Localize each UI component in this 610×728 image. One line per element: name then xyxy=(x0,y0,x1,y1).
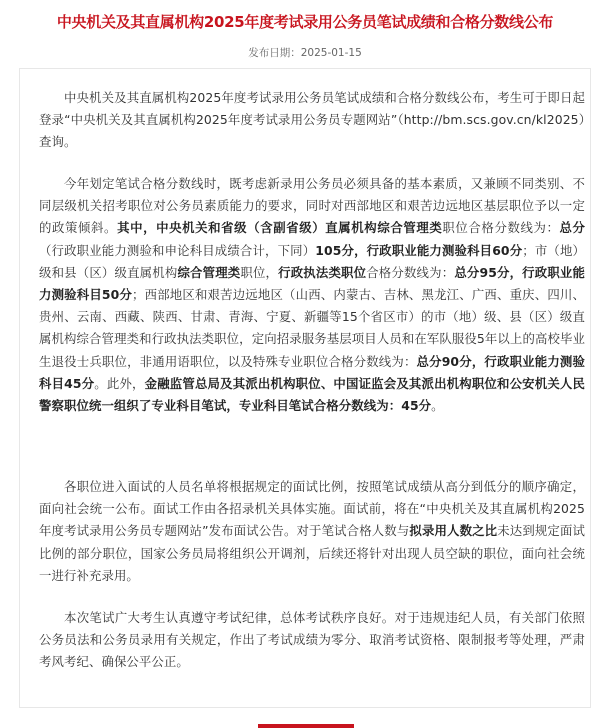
bold-central-agencies: 其中，中央机关和省级（含副省级）直属机构综合管理类 xyxy=(117,220,443,236)
paragraph-2-text-c: 职位合格分数线为： xyxy=(442,220,560,236)
paragraph-2-intro: 今年划定笔试合格分数线时，既考虑新录用公务员必须具备的基本素质，又兼顾不同类别、不同层级机关招考职位对公务员素质能力的要求，同时对西部地区和艰苦边远地区基层职位予以一定的政策倾斜。 xyxy=(39,176,585,236)
bold-score-90: 总分90分，行政职业能力测验科目45分 xyxy=(39,353,585,391)
paragraph-3-text-a: 各职位进入面试的人员名单将根据规定的面试比例，按照笔试成绩从高分到低分的顺序确定，面向社会统一公布。面试工作由各招录机关具体实施。面试前，将在“中央机关及其直属机构2025年度考试录用公务员专题网站”发布面试公告。对于笔试合格人数与 xyxy=(39,479,585,539)
paragraph-4: 本次笔试广大考生认真遵守考试纪律，总体考试秩序良好。对于违规违纪人员，有关部门依照公务员法和公务员录用有关规定，作出了考试成绩为零分、取消考试资格、限制报考等处理，严肃考风考纪、确保公平公正。 xyxy=(39,610,585,670)
paragraph-2-text-i: 。此外， xyxy=(94,375,145,391)
paragraph-2-text-h: ；西部地区和艰苦边远地区（山西、内蒙古、吉林、黑龙江、广西、重庆、四川、贵州、云南、西藏、陕西、甘肃、青海、宁夏、新疆等15个省区市）的市（地）级、县（区）级直属机构综合管理类和行政执法类职位，定向招录服务基层项目人员和在军队服役5年以上的高校毕业生退役士兵职位，非通用语职位，以及特殊专业职位合格分数线为： xyxy=(39,287,585,369)
bottom-accent-bar xyxy=(258,724,354,728)
paragraph-2-text-g: 合格分数线为： xyxy=(366,264,455,280)
paragraph-2-text-f: 职位， xyxy=(240,264,279,280)
bold-general-management: 综合管理类 xyxy=(177,264,241,280)
bold-law-enforcement: 行政执法类职位 xyxy=(278,264,367,280)
paragraph-2 xyxy=(39,173,585,417)
paragraph-2-text-d: （行政职业能力测验和申论科目成绩合计，下同） xyxy=(39,242,316,258)
bold-score-45: 45分 xyxy=(401,398,432,414)
article-title: 中央机关及其直属机构2025年度考试录用公务员笔试成绩和合格分数线公布 xyxy=(56,13,554,31)
paragraph-3 xyxy=(39,476,585,587)
publish-date: 发布日期：2025-01-15 xyxy=(248,47,362,59)
paragraph-3-text-c: 未达到规定面试比例的部分职位，国家公务员局将组织公开调剂，后续还将针对出现人员空缺的职位，面向社会统一进行补充录用。 xyxy=(39,523,586,583)
bold-score-95: 总分95分，行政职业能力测验科目50分 xyxy=(39,264,586,303)
paragraph-1: 中央机关及其直属机构2025年度考试录用公务员笔试成绩和合格分数线公布，考生可于即日起登录“中央机关及其直属机构2025年度考试录用公务员专题网站”（http://bm.scs.gov.cn/kl2025）查询。 xyxy=(39,90,585,150)
bold-ratio: 拟录用人数之比 xyxy=(409,523,498,539)
bold-score-105: 105分，行政职业能力测验科目60分 xyxy=(315,242,523,258)
bold-total-label: 总分 xyxy=(559,220,586,236)
paragraph-2-text-e: ；市（地）级和县（区）级直属机构 xyxy=(39,242,586,280)
bold-professional-exam: 金融监管总局及其派出机构职位、中国证监会及其派出机构职位和公安机关人民警察职位统一组织了专业科目笔试，专业科目笔试合格分数线为： xyxy=(39,375,585,414)
paragraph-2-text-j: 。 xyxy=(431,398,444,414)
